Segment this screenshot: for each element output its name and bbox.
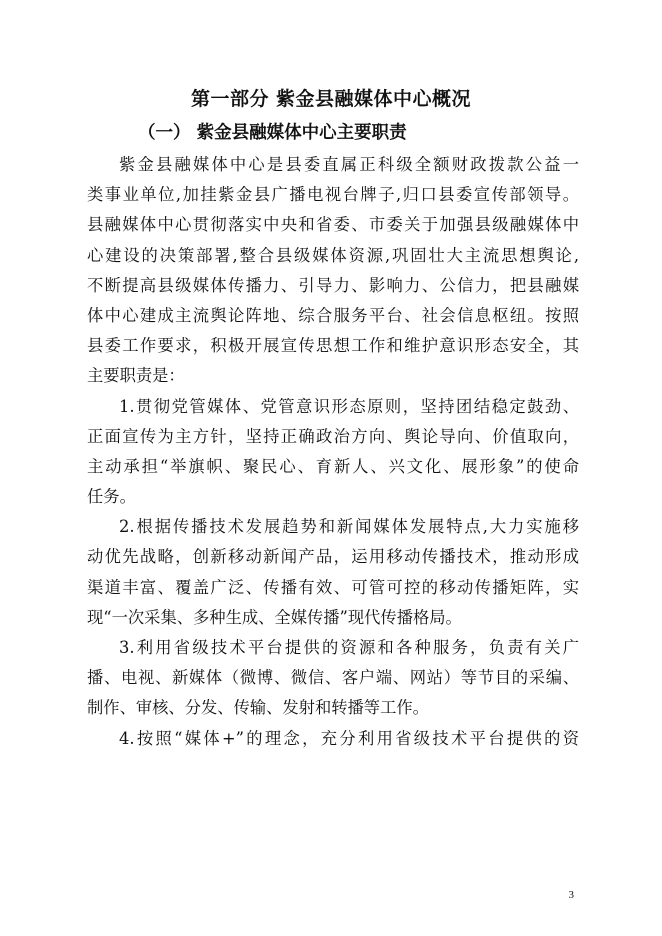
body-line: 正面宣传为主方针，坚持正确政治方向、舆论导向、价值取向， <box>87 426 579 446</box>
section-heading: （一） 紫金县融媒体中心主要职责 <box>138 123 407 143</box>
body-line: 主动承担“举旗帜、聚民心、育新人、兴文化、展形象”的使命 <box>87 456 579 476</box>
body-line: 3.利用省级技术平台提供的资源和各种服务，负责有关广 <box>119 638 579 657</box>
body-line: 体中心建成主流舆论阵地、综合服务平台、社会信息枢纽。按照 <box>87 305 579 325</box>
body-line: 1.贯彻党管媒体、党管意识形态原则，坚持团结稳定鼓劲、 <box>119 396 579 416</box>
page-number: 3 <box>568 889 574 901</box>
body-line: 制作、审核、分发、传输、发射和转播等工作。 <box>87 698 429 718</box>
body-line: 4.按照“媒体+”的理念，充分利用省级技术平台提供的资 <box>119 728 579 748</box>
body-line: 播、电视、新媒体（微博、微信、客户端、网站）等节目的采编、 <box>87 668 579 688</box>
body-line: 主要职责是： <box>87 366 185 386</box>
document-title: 第一部分 紫金县融媒体中心概况 <box>190 88 472 110</box>
body-line: 紫金县融媒体中心是县委直属正科级全额财政拨款公益一 <box>119 155 579 174</box>
body-line: 类事业单位,加挂紫金县广播电视台牌子,归口县委宣传部领导。 <box>87 185 579 205</box>
body-text <box>87 150 579 754</box>
body-line: 现“一次采集、多种生成、全媒传播”现代传播格局。 <box>87 607 462 627</box>
body-line: 2.根据传播技术发展趋势和新闻媒体发展特点,大力实施移 <box>119 517 579 537</box>
body-line: 县委工作要求，积极开展宣传思想工作和维护意识形态安全，其 <box>87 336 579 356</box>
body-line: 动优先战略，创新移动新闻产品，运用移动传播技术，推动形成 <box>87 547 579 567</box>
body-line: 心建设的决策部署,整合县级媒体资源,巩固壮大主流思想舆论, <box>87 245 579 265</box>
body-line: 县融媒体中心贯彻落实中央和省委、市委关于加强县级融媒体中 <box>87 215 579 235</box>
body-line: 不断提高县级媒体传播力、引导力、影响力、公信力，把县融媒 <box>87 275 579 295</box>
body-line: 渠道丰富、覆盖广泛、传播有效、可管可控的移动传播矩阵，实 <box>87 577 579 597</box>
body-line: 任务。 <box>87 487 136 507</box>
